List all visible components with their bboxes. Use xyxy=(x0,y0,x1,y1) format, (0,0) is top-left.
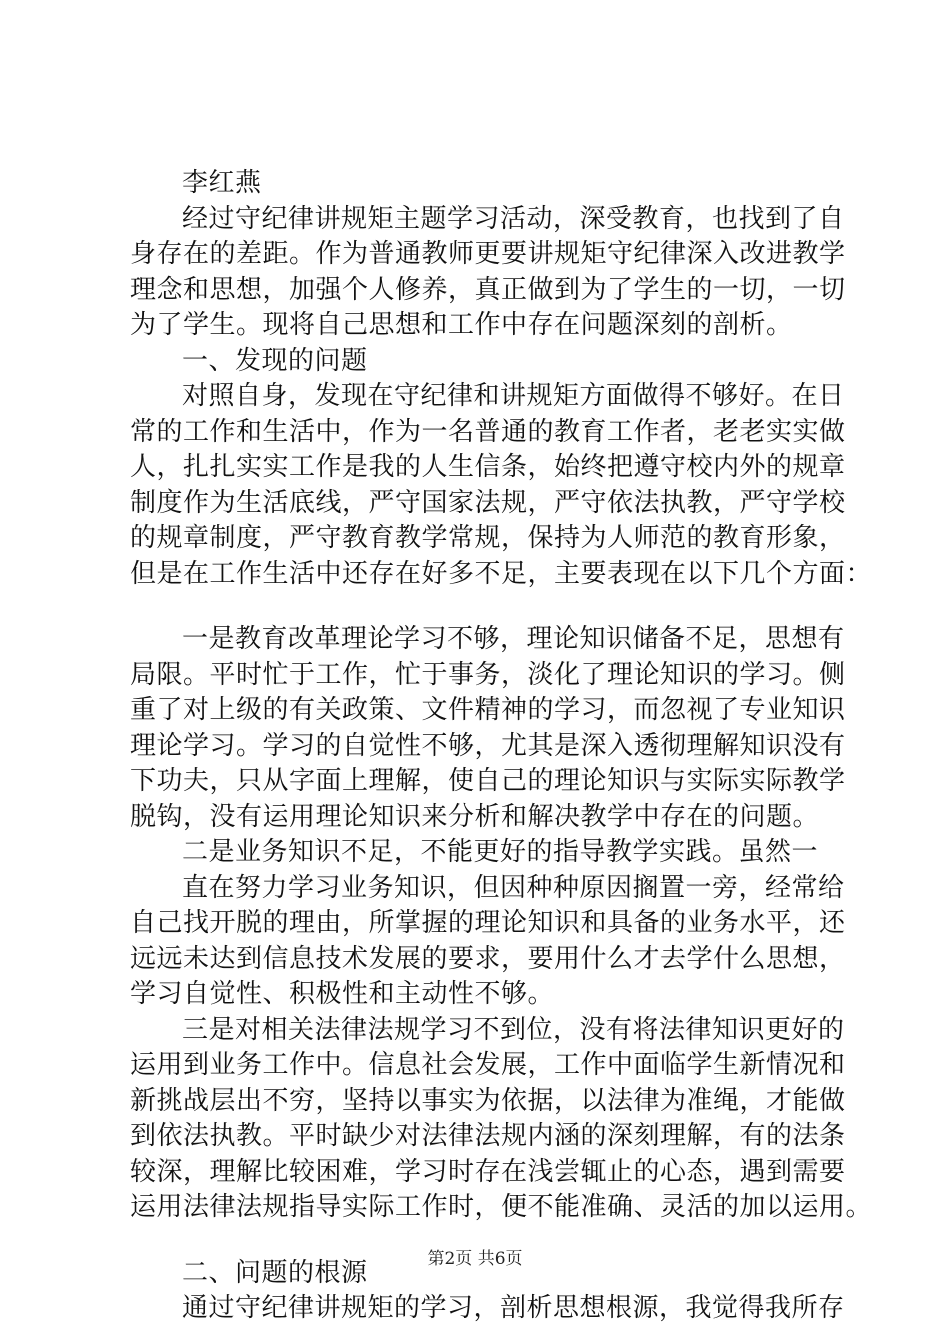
text-line: 局限。平时忙于工作，忙于事务，淡化了理论知识的学习。侧 xyxy=(130,659,846,690)
text-line: 重了对上级的有关政策、文件精神的学习，而忽视了专业知识 xyxy=(130,695,846,725)
law-study-paragraph xyxy=(130,1013,873,1226)
author-name: 李红燕 xyxy=(182,168,262,198)
business-knowledge-line: 二是业务知识不足，不能更好的指导教学实践。虽然一 xyxy=(182,837,819,867)
self-review-paragraph xyxy=(130,379,873,592)
text-line: 下功夫，只从字面上理解，使自己的理论知识与实际实际教学 xyxy=(130,766,846,796)
intro-paragraph xyxy=(130,202,846,344)
text-line: 理论学习。学习的自觉性不够，尤其是深入透彻理解知识没有 xyxy=(130,730,846,761)
text-line: 较深，理解比较困难，学习时存在浅尝辄止的心态，遇到需要 xyxy=(130,1156,846,1187)
document-body xyxy=(130,166,873,1327)
text-line: 常的工作和生活中，作为一名普通的教育工作者，老老实实做 xyxy=(130,416,846,447)
text-line: 直在努力学习业务知识，但因种种原因搁置一旁，经常给 xyxy=(182,872,845,903)
text-line: 身存在的差距。作为普通教师更要讲规矩守纪律深入改进教学 xyxy=(130,239,846,269)
text-line: 为了学生。现将自己思想和工作中存在问题深刻的剖析。 xyxy=(130,310,793,340)
text-line: 新挑战层出不穷，坚持以事实为依据，以法律为准绳，才能做 xyxy=(130,1085,846,1116)
theory-study-paragraph xyxy=(130,622,846,835)
text-line: 但是在工作生活中还存在好多不足，主要表现在以下几个方面： xyxy=(130,558,873,589)
text-line: 人，扎扎实实工作是我的人生信条，始终把遵守校内外的规章 xyxy=(130,452,846,482)
text-line: 理念和思想，加强个人修养，真正做到为了学生的一切，一切 xyxy=(130,274,846,305)
text-line: 自己找开脱的理由，所掌握的理论知识和具备的业务水平，还 xyxy=(130,908,846,938)
text-line: 运用法律法规指导实际工作时，便不能准确、灵活的加以运用。 xyxy=(130,1192,873,1222)
text-line: 远远未达到信息技术发展的要求，要用什么才去学什么思想， xyxy=(130,943,846,974)
section-heading-problems: 一、发现的问题 xyxy=(182,345,368,376)
text-line: 对照自身，发现在守纪律和讲规矩方面做得不够好。在日 xyxy=(182,381,845,411)
text-line: 脱钩，没有运用理论知识来分析和解决教学中存在的问题。 xyxy=(130,801,820,832)
business-knowledge-paragraph xyxy=(130,871,846,1013)
root-causes-line: 通过守纪律讲规矩的学习，剖析思想根源，我觉得我所存 xyxy=(182,1293,845,1323)
paragraph-gap xyxy=(130,592,835,622)
text-line: 运用到业务工作中。信息社会发展，工作中面临学生新情况和 xyxy=(130,1050,846,1080)
text-line: 经过守纪律讲规矩主题学习活动，深受教育，也找到了自 xyxy=(182,203,845,234)
text-line: 三是对相关法律法规学习不到位，没有将法律知识更好的 xyxy=(182,1014,845,1045)
text-line: 制度作为生活底线，严守国家法规，严守依法执教，严守学校 xyxy=(130,487,846,518)
text-line: 一是教育改革理论学习不够，理论知识储备不足，思想有 xyxy=(182,624,845,654)
page-number-footer: 第2页 共6页 xyxy=(427,1249,523,1269)
text-line: 到依法执教。平时缺少对法律法规内涵的深刻理解，有的法条 xyxy=(130,1121,846,1151)
text-line: 的规章制度，严守教育教学常规，保持为人师范的教育形象， xyxy=(130,523,846,553)
text-line: 学习自觉性、积极性和主动性不够。 xyxy=(130,979,555,1009)
section-heading-root-causes: 二、问题的根源 xyxy=(182,1257,368,1288)
